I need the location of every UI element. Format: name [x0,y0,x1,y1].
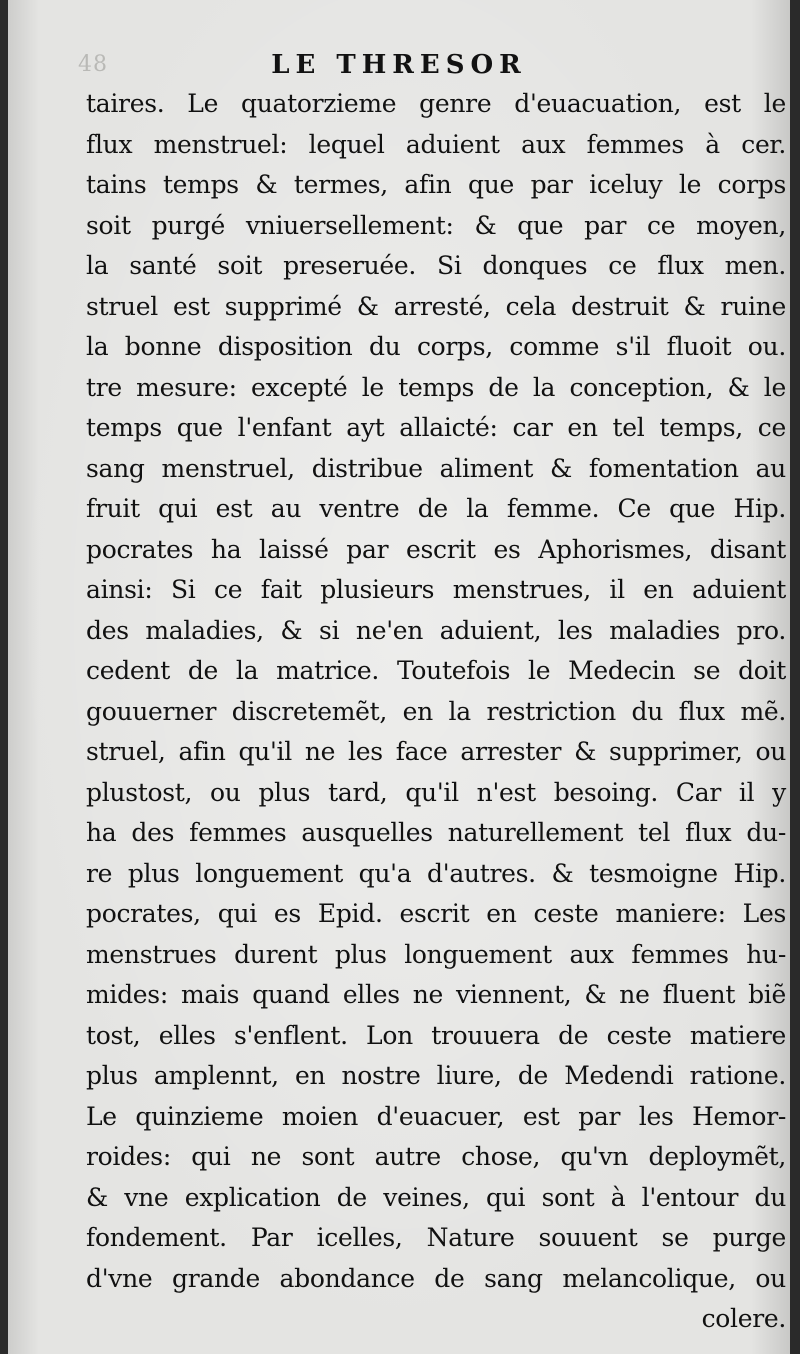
text-line: & vne explication de veines, qui sont à l'entour du [86,1182,786,1212]
text-line: Le quinzieme moien d'euacuer, est par les Hemor- [86,1101,786,1131]
text-line: flux menstruel: lequel aduient aux femmes à cer. [86,129,786,159]
text-line: fondement. Par icelles, Nature souuent se purge [86,1223,786,1252]
text-line: struel est supprimé & arresté, cela destruit & ruine [86,291,786,321]
text-line: d'vne grande abondance de sang melancolique, ou [86,1263,786,1293]
running-head: LE THRESOR [271,50,527,80]
text-line: la bonne disposition du corps, comme s'il fluoit ou. [86,332,786,361]
text-line: tains temps & termes, afin que par iceluy le corps [86,170,786,199]
text-line: fruit qui est au ventre de la femme. Ce que Hip. [86,494,786,523]
text-line: menstrues durent plus longuement aux femmes hu- [86,939,786,969]
page-number: 48 [78,52,108,77]
text-line: tre mesure: excepté le temps de la conception, & le [86,372,786,402]
text-line: taires. Le quatorzieme genre d'euacuation, est le [86,89,786,118]
text-line: soit purgé vniuersellement: & que par ce moyen, [86,210,786,240]
body-text [86,84,786,1340]
text-line: roides: qui ne sont autre chose, qu'vn deploymẽt, [86,1142,786,1171]
text-line: struel, afin qu'il ne les face arrester & supprimer, ou [86,737,786,766]
text-line: la santé soit preseruée. Si donques ce flux men. [86,251,786,280]
text-line: temps que l'enfant ayt allaicté: car en tel temps, ce [86,413,786,442]
text-line: sang menstruel, distribue aliment & fomentation au [86,453,786,483]
text-line: pocrates ha laissé par escrit es Aphorismes, disant [86,534,786,564]
text-line: gouuerner discretemẽt, en la restriction du flux mẽ. [86,696,786,726]
text-line: tost, elles s'enflent. Lon trouuera de ceste matiere [86,1020,786,1050]
text-line: plustost, ou plus tard, qu'il n'est besoing. Car il y [86,777,786,807]
text-line: cedent de la matrice. Toutefois le Medecin se doit [86,656,786,685]
text-line: colere. [701,1304,786,1333]
text-line: pocrates, qui es Epid. escrit en ceste maniere: Les [86,899,786,928]
text-line: des maladies, & si ne'en aduient, les maladies pro. [86,615,786,645]
text-line: ainsi: Si ce fait plusieurs menstrues, il en aduient [86,575,786,604]
book-page [8,0,790,1354]
text-line: ha des femmes ausquelles naturellement tel flux du- [86,818,786,847]
text-line: re plus longuement qu'a d'autres. & tesmoigne Hip. [86,858,786,888]
text-line: plus amplennt, en nostre liure, de Medendi ratione. [86,1061,786,1090]
text-line: mides: mais quand elles ne viennent, & ne fluent biẽ [86,980,786,1009]
